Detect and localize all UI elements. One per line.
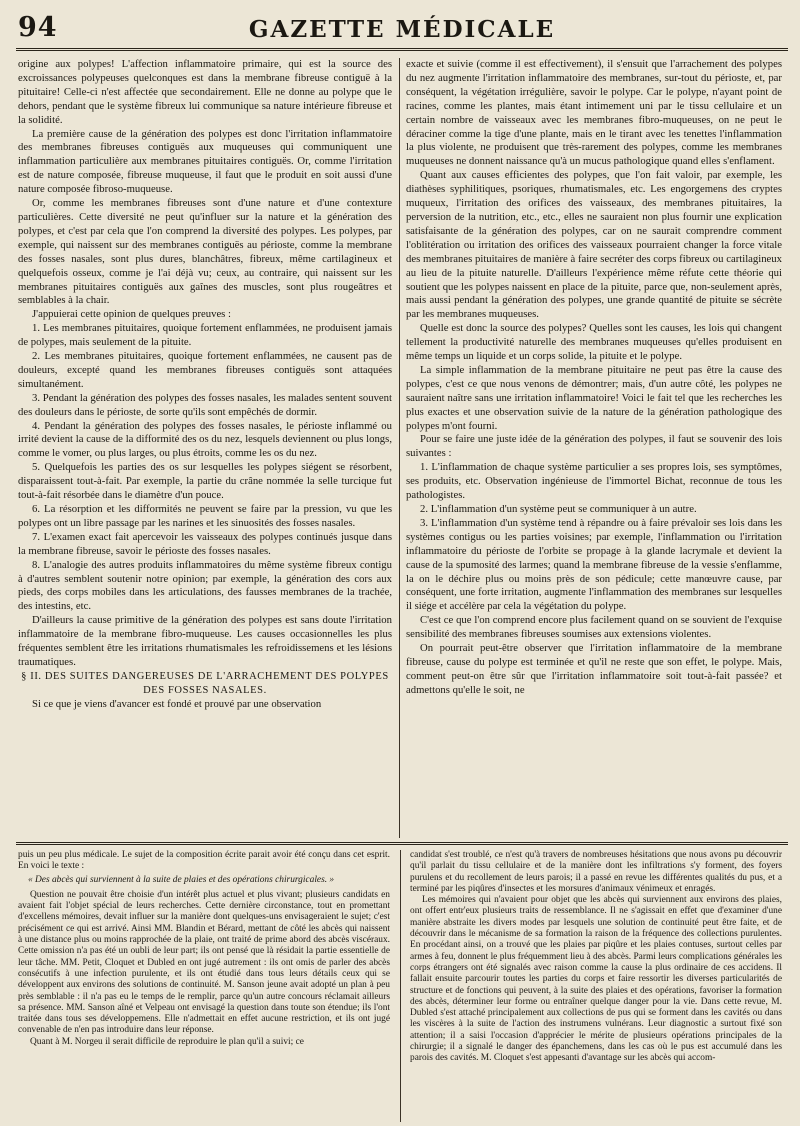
paragraph: Si ce que je viens d'avancer est fondé et prouvé par une observation xyxy=(32,697,322,710)
paragraph: 2. L'inflammation d'un système peut se communiquer à un autre. xyxy=(420,503,697,515)
paragraph: Or, comme les membranes fibreuses sont d'une nature et d'une contexture particulières. Cette diversité ne peut qu'influer sur la nature et la génération des polypes, et c'est par cela que l'on comprend la diversité des polypes. Les polypes, par exemple, qui naissent sur des membranes contiguës au périoste, comme la membrane des fosses nasales, sont plus dures, blanchâtres, fibreux, même cartilagineux et quelquefois osseux, comme je l'ai déjà vu; ceux, au contraire, qui naissent sur les membranes pituitaires contiguës aux gaînes des muscles, sont plus rougeâtres et semblables à la chair. xyxy=(18,197,392,307)
paragraph: 2. Les membranes pituitaires, quoique fortement enflammées, ne causent pas de douleurs, excepté quand les membranes fibreuses contiguës sont attaquées simultanément. xyxy=(18,350,392,390)
paragraph: Pour se faire une juste idée de la génération des polypes, il faut se souvenir des lois suivantes : xyxy=(406,433,782,460)
paragraph: puis un peu plus médicale. Le sujet de la composition écrite parait avoir été conçu dans cet esprit. En voici le texte : xyxy=(18,850,390,872)
feuilleton-right-column xyxy=(410,850,782,1122)
paragraph: 4. Pendant la génération des polypes des fosses nasales, le périoste inflammé ou irrité devient la cause de la difformité des os du nez, lesquels deviennent ou plus longs, comme le vomer, ou plus larges, ou plus étroits, comme les os du nez. xyxy=(18,419,392,460)
page-header xyxy=(16,6,788,46)
feuilleton-rule xyxy=(16,842,788,845)
paragraph: « Des abcès qui surviennent à la suite de plaies et des opérations chirurgicales. » xyxy=(28,874,335,885)
paragraph: 3. Pendant la génération des polypes des fosses nasales, les malades sentent souvent des douleurs dans le périoste, de sorte qu'ils sont empêchés de dormir. xyxy=(18,391,392,418)
section-heading: § II. DES SUITES DANGEREUSES DE L'ARRACHEMENT DES POLYPES DES FOSSES NASALES. xyxy=(21,670,389,696)
paragraph: 3. L'inflammation d'un système tend à répandre ou à faire prévaloir ses lois dans les systèmes contigus ou les parties voisines; par exemple, l'inflammation ou l'irritation inflammatoire du périoste de l'orbite se propage à la glande lacrymale et devient la cause de la spumosité des larmes; quand la membrane fibreuse de la vessie s'enflamme, la on le déchire plus ou moins près de son pédicule; cette manœuvre cause, par conséquent, une forte irritation, augmente l'inflammation des membranes sur lesquelles il siége et accélère par cela la végétation du polype. xyxy=(406,516,782,613)
paragraph: Les mémoires qui n'avaient pour objet que les abcès qui surviennent aux environs des plaies, ont offert entr'eux plusieurs traits de ressemblance. Il ne s'agissait en effet que d'examiner d'une manière abstraite les divers modes par lesquels une solution de continuité peut être faite, et de découvrir dans le mécanisme de sa formation la raison de la fréquence des collections purulentes. En procédant ainsi, on a trouvé que les plaies par piqûre et les plaies contuses, surtout celles par armes à feu, donnent le plus fréquemment lieu à des abcès. Parmi leurs complications générales les corps étrangers ont été signalés avec raison comme la cause la plus ordinaire de ces accidens. Il fallait ensuite parcourir toutes les parties du corps et faire ressortir les diverses particularités de structure et de fonctions qui peuvent, à la suite des plaies et des opérations, favoriser la formation des abcès, déterminer leur forme ou entraîner quelque danger pour la vie. Dans cette revue, M. Dubled s'est attaché principalement aux collections de pus qui se forment dans les cavités ou dans les viscères à la suite de l'action des instrumens vulnérans. Leur diagnostic a surtout fixé son attention; il a saisi l'occasion d'apprécier le mérite de plusieurs opérations principales de la chirurgie; il a signalé le danger des épanchemens, dans les cas où le pus est accumulé dans les parois des cavités. M. Cloquet s'est appesanti d'avantage sur les abcès qui accom- xyxy=(410,895,782,1064)
paragraph: 8. L'analogie des autres produits inflammatoires du même système fibreux contigu à d'autres semblent soutenir notre opinion; par exemple, la génération des cors aux pieds, des corps mobiles dans les articulations, des fausses membranes de la trachée, des intestins, etc. xyxy=(18,558,392,613)
paragraph: C'est ce que l'on comprend encore plus facilement quand on se souvient de l'exquise sensibilité des membranes fibreuses soumises aux extensions violentes. xyxy=(406,614,782,641)
paragraph: origine aux polypes! L'affection inflammatoire primaire, qui est la source des excroissances polypeuses quelconques est dans la membrane fibreuse contiguë à la pituitaire! Celle-ci n'est affectée que secondairement. Elle ne donne au polype que le dehors, pendant que le système fibreux lui communique sa nature intérieure fibreuse et la solidité. xyxy=(18,58,392,126)
paragraph: 1. Les membranes pituitaires, quoique fortement enflammées, ne produisent jamais de polypes, mais seulement de la pituite. xyxy=(18,322,392,349)
paragraph: 1. L'inflammation de chaque système particulier a ses propres lois, ses symptômes, ses produits, etc. Observation ingénieuse de l'immortel Bichat, reconnue de tous les pathologistes. xyxy=(406,461,782,502)
paragraph: exacte et suivie (comme il est effectivement), il s'ensuit que l'arrachement des polypes du nez augmente l'irritation inflammatoire des membranes, sur-tout du périoste, et, par conséquent, la végétation irrégulière, savoir le polype. Car le polype, n'ayant point de racines, comme les plantes, mais étant intimement uni par le tissu cellulaire et un certain nombre de vaisseaux avec les membranes fibro-muqueuses, on ne peut le déraciner comme la tige d'une plante, mais en le tirant avec les tenettes l'inflammation la plus violente, ne produisent que très-rarement des polypes, comme les membranes muqueuses ne donnent naissance qu'à un mucus pathologique quand elles s'enflament. xyxy=(406,58,782,168)
header-rule xyxy=(16,48,788,51)
paragraph: La première cause de la génération des polypes est donc l'irritation inflammatoire des membranes fibreuses contiguës aux muqueuses qui communiquent une inflammation particulière aux membranes pituitaires contiguës. Or, comme l'irritation est de nature composée, fibreuse muqueuse, il faut que le produit en soit aussi d'une nature composée fibroso-muqueuse. xyxy=(18,127,392,196)
paragraph: D'ailleurs la cause primitive de la génération des polypes est sans doute l'irritation inflammatoire de la membrane fibro-muqueuse. Les causes occasionnelles les plus fréquentes semblent être les irritations rhumatismales les refroidissemens et les lésions traumatiques. xyxy=(18,614,392,668)
paragraph: J'appuierai cette opinion de quelques preuves : xyxy=(32,308,231,321)
feuilleton-left-column xyxy=(18,850,390,1122)
feuilleton-divider xyxy=(400,850,401,1122)
paragraph: 5. Quelquefois les parties des os sur lesquelles les polypes siégent se résorbent, disparaissent tout-à-fait. Par exemple, la partie du crâne nommée la selle turcique fut tout-à-fait résorbée dans le diamètre d'un pouce. xyxy=(18,461,392,502)
left-column xyxy=(18,58,392,836)
paragraph: Quant à M. Norgeu il serait difficile de reproduire le plan qu'il a suivi; ce xyxy=(30,1036,304,1047)
paragraph: 7. L'examen exact fait apercevoir les vaisseaux des polypes continués jusque dans la membrane fibreuse, savoir le périoste des fosses nasales. xyxy=(18,530,392,557)
paragraph: candidat s'est troublé, ce n'est qu'à travers de nombreuses hésitations que nous avons pu découvrir qu'il parlait du tissu cellulaire et de la manière dont les infiltrations s'y forment, des foyers purulens et du recollement de leurs parois; il a passé en revue les différentes qualités du pus, et a terminé par les piqûres d'insectes et les morsures d'animaux vénimeux et enragés. xyxy=(410,850,782,894)
column-divider xyxy=(399,58,400,838)
journal-title: GAZETTE MÉDICALE xyxy=(248,16,556,43)
paragraph: Quelle est donc la source des polypes? Quelles sont les causes, les lois qui changent tellement la productivité naturelle des membranes muqueuses qu'elles produisent en même temps un liquide et un corps solide, la pituite et le polype. xyxy=(406,322,782,363)
paragraph: 6. La résorption et les difformités ne peuvent se faire par la pression, vu que les polypes ont un libre passage par les narines et les sinuosités des fosses nasales. xyxy=(18,503,392,529)
page-number: 94 xyxy=(18,12,58,43)
right-column xyxy=(406,58,782,836)
paragraph: Quant aux causes efficientes des polypes, que l'on fait valoir, par exemple, les diathèses syphilitiques, psoriques, rhumatismales, etc. Les engorgemens des cryptes muqueux, l'irritation des orifices des vaisseaux, des membranes pituitaires, la perversion de la nutrition, etc., etc., elles ne sauraient non plus fournir une explication satisfaisante de la génération des polypes, car on ne saurait comprendre comment l'oblitération ou irritation des orifices des vaisseaux pourraient changer la force vitale des membranes pituitaires de manière à faire secréter des corps fibreux ou cartilagineux au lieu de la pituite naturelle. D'ailleurs l'expérience même réfute cette théorie qui soutient que les polypes naissent en place de la pituite, parce que, non-seulement après, mais aussi pendant la génération des polypes, une grande quantité de pituite se sécrète par les membranes muqueuses. xyxy=(406,169,782,321)
paragraph: On pourrait peut-être observer que l'irritation inflammatoire de la membrane fibreuse, cause du polype est terminée et qu'il ne reste que son effet, le polype. Mais, comment peut-on être sûr que l'irritation inflammatoire soit tout-à-fait passée? et admettons qu'elle le soit, ne xyxy=(406,642,782,696)
paragraph: Question ne pouvait être choisie d'un intérêt plus actuel et plus vivant; plusieurs candidats en avaient fait l'objet spécial de leurs recherches. Cette dernière circonstance, tout en promettant d'excellens mémoires, devait influer sur la manière dont quelques-uns envisageraient le sujet; c'est précisément ce qui est arrivé. Ainsi MM. Blandin et Bérard, mettant de côté les abcès qui naissent à une distance plus ou moins rapprochée de la plaie, ont traité de prime abord des abcès viscéraux. Cette omission n'a pas été un oubli de leur part; ils ont pensé que là résidait la partie essentielle de leur tâche. MM. Petit, Cloquet et Dubled en ont jugé autrement : ils ont omis de parler des abcès consécutifs à une infection purulente, et ils ont étudié dans tous leurs détails ceux qui se développent aux environs des solutions de continuité. M. Sanson jeune avait adopté un plan à peu près semblable : il n'a pas eu le temps de le remplir, parce qu'un autre concours réclamait ailleurs sa présence. MM. Sanson aîné et Velpeau ont envisagé la question dans toute son étendue; ils l'ont traitée dans tous ses développemens. Elle n'admettait en effet aucune restriction, et ils ont jugé convenable de n'en pas introduire dans leur réponse. xyxy=(18,889,390,1036)
paragraph: La simple inflammation de la membrane pituitaire ne peut pas être la cause des polypes, c'est ce que nous venons de démontrer; mais, d'un autre côté, les polypes ne sauraient naître sans une irritation inflammatoire! Voici le fait tel que les recherches les plus exactes et une observation suivie de la nature de la génération pathologique des polypes m'ont fourni. xyxy=(406,363,782,432)
